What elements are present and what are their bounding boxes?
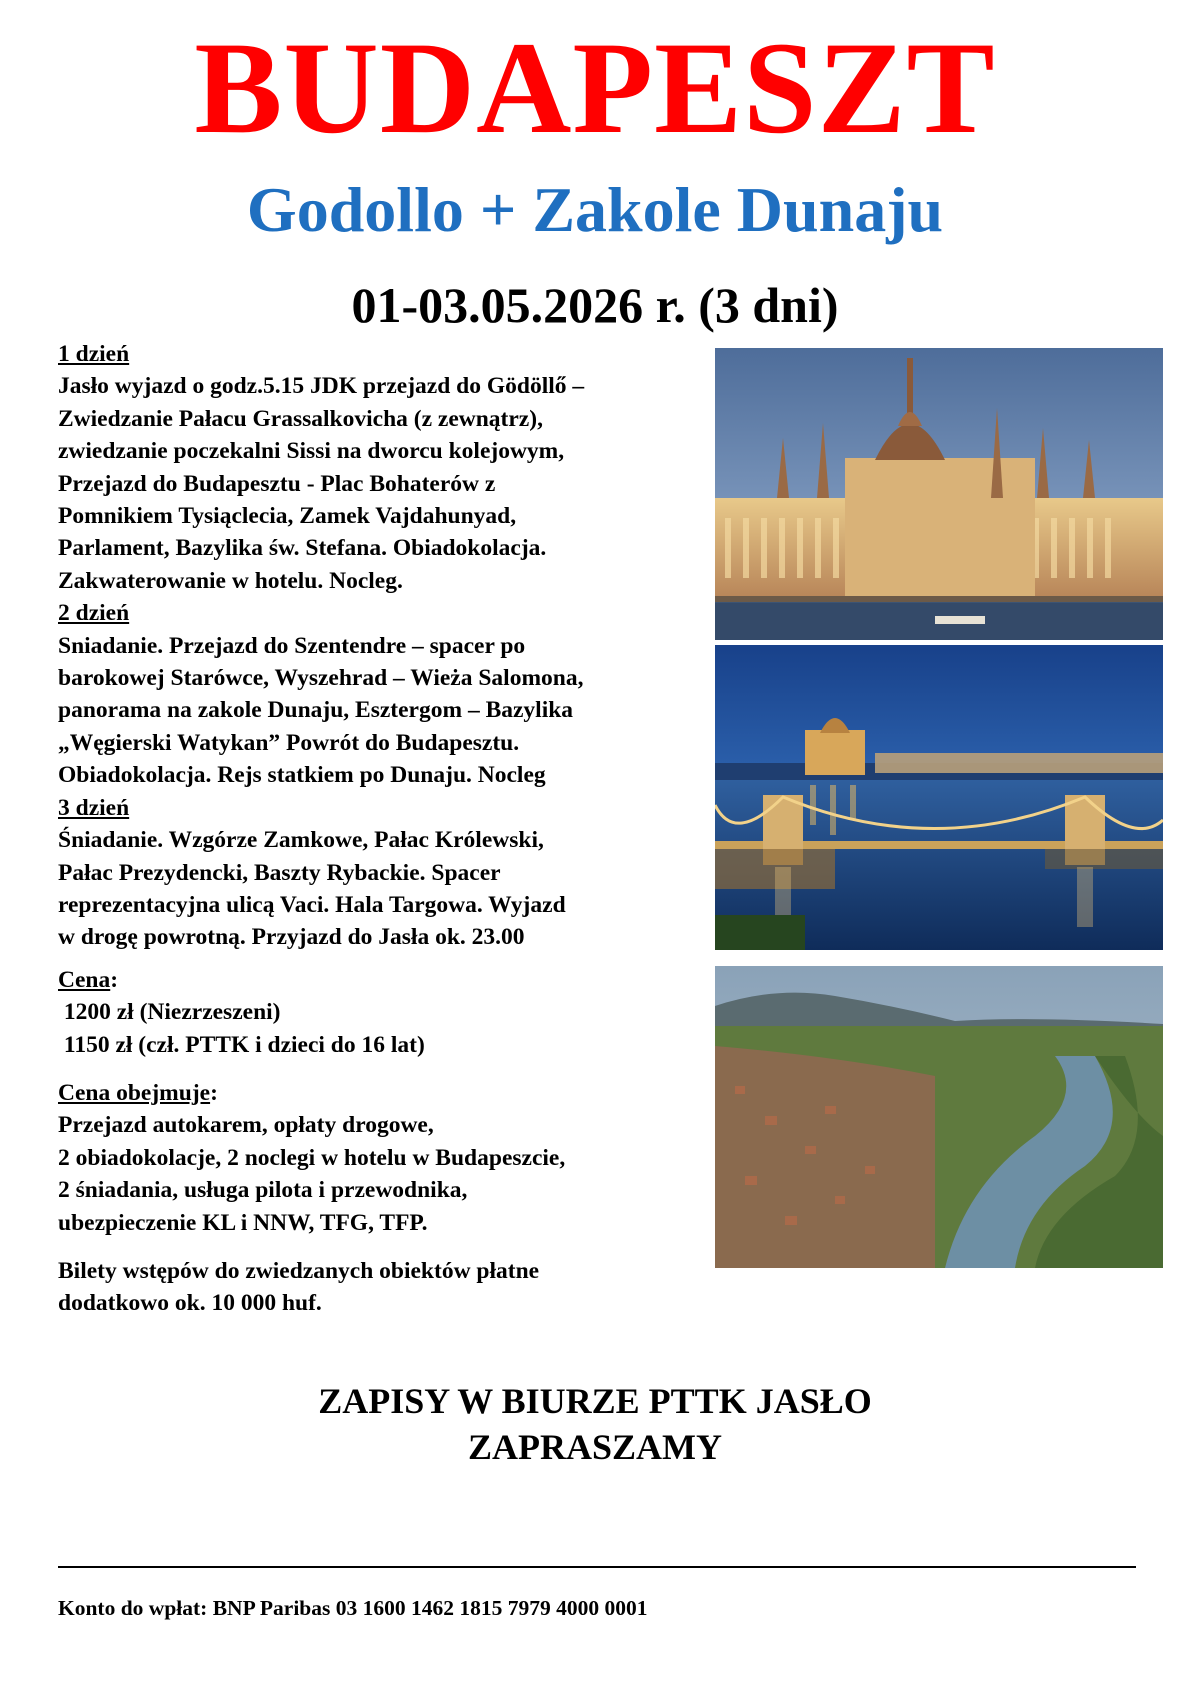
day-2-line: „Węgierski Watykan” Powrót do Budapesztu. bbox=[58, 729, 520, 756]
includes-line: 2 obiadokolacje, 2 noclegi w hotelu w Budapeszcie, bbox=[58, 1144, 566, 1171]
page-subtitle: Godollo + Zakole Dunaju bbox=[246, 174, 944, 245]
includes-heading: Cena obejmuje: bbox=[58, 1079, 218, 1106]
day-3-heading: 3 dzień bbox=[58, 794, 130, 821]
day-2-line: Obiadokolacja. Rejs statkiem po Dunaju. Nocleg bbox=[58, 762, 546, 789]
includes-line: 2 śniadania, usługa pilota i przewodnika, bbox=[58, 1177, 468, 1204]
footer-divider bbox=[58, 1566, 1136, 1568]
day-2-line: Sniadanie. Przejazd do Szentendre – spacer po bbox=[58, 632, 526, 659]
tickets-line: Bilety wstępów do zwiedzanych obiektów płatne bbox=[58, 1257, 540, 1284]
closing-line: ZAPRASZAMY bbox=[467, 1427, 722, 1467]
day-1-line: Parlament, Bazylika św. Stefana. Obiadokolacja. bbox=[58, 535, 547, 562]
day-3-line: reprezentacyjna ulicą Vaci. Hala Targowa. Wyjazd bbox=[58, 891, 566, 918]
includes-line: Przejazd autokarem, opłaty drogowe, bbox=[58, 1112, 434, 1139]
bank-account: Konto do wpłat: BNP Paribas 03 1600 1462 1815 7979 4000 0001 bbox=[58, 1596, 648, 1620]
page-title: BUDAPESZT bbox=[194, 14, 996, 161]
day-1-line: Jasło wyjazd o godz.5.15 JDK przejazd do Gödöllő – bbox=[58, 373, 585, 400]
day-1-line: Zakwaterowanie w hotelu. Nocleg. bbox=[58, 567, 403, 594]
price-option: 1200 zł (Niezrzeszeni) bbox=[58, 999, 281, 1026]
day-3-line: w drogę powrotną. Przyjazd do Jasła ok. 23.00 bbox=[58, 924, 525, 951]
parliament-photo bbox=[715, 348, 1163, 640]
closing-line: ZAPISY W BIURZE PTTK JASŁO bbox=[318, 1381, 872, 1421]
includes-line: ubezpieczenie KL i NNW, TFG, TFP. bbox=[58, 1209, 428, 1236]
day-2-line: barokowej Starówce, Wyszehrad – Wieża Salomona, bbox=[58, 665, 584, 692]
trip-description bbox=[58, 338, 708, 1320]
day-3-line: Pałac Prezydencki, Baszty Rybackie. Spacer bbox=[58, 859, 501, 886]
day-2-heading: 2 dzień bbox=[58, 600, 130, 627]
day-1-line: Pomnikiem Tysiąclecia, Zamek Vajdahunyad, bbox=[58, 503, 517, 530]
tickets-line: dodatkowo ok. 10 000 huf. bbox=[58, 1290, 322, 1317]
day-3-line: Śniadanie. Wzgórze Zamkowe, Pałac Królewski, bbox=[58, 827, 544, 854]
chain-bridge-night-photo bbox=[715, 645, 1163, 950]
day-2-line: panorama na zakole Dunaju, Esztergom – Bazylika bbox=[58, 697, 574, 724]
danube-bend-photo bbox=[715, 966, 1163, 1268]
closing-message bbox=[0, 1378, 1190, 1470]
price-option: 1150 zł (czł. PTTK i dzieci do 16 lat) bbox=[58, 1031, 425, 1058]
day-1-heading: 1 dzień bbox=[58, 341, 130, 367]
day-1-line: Przejazd do Budapesztu - Plac Bohaterów z bbox=[58, 470, 496, 497]
trip-dates: 01-03.05.2026 r. (3 dni) bbox=[351, 277, 839, 333]
day-1-line: zwiedzanie poczekalni Sissi na dworcu kolejowym, bbox=[58, 438, 565, 465]
day-1-line: Zwiedzanie Pałacu Grassalkovicha (z zewnątrz), bbox=[58, 405, 543, 432]
price-heading: Cena: bbox=[58, 966, 119, 993]
